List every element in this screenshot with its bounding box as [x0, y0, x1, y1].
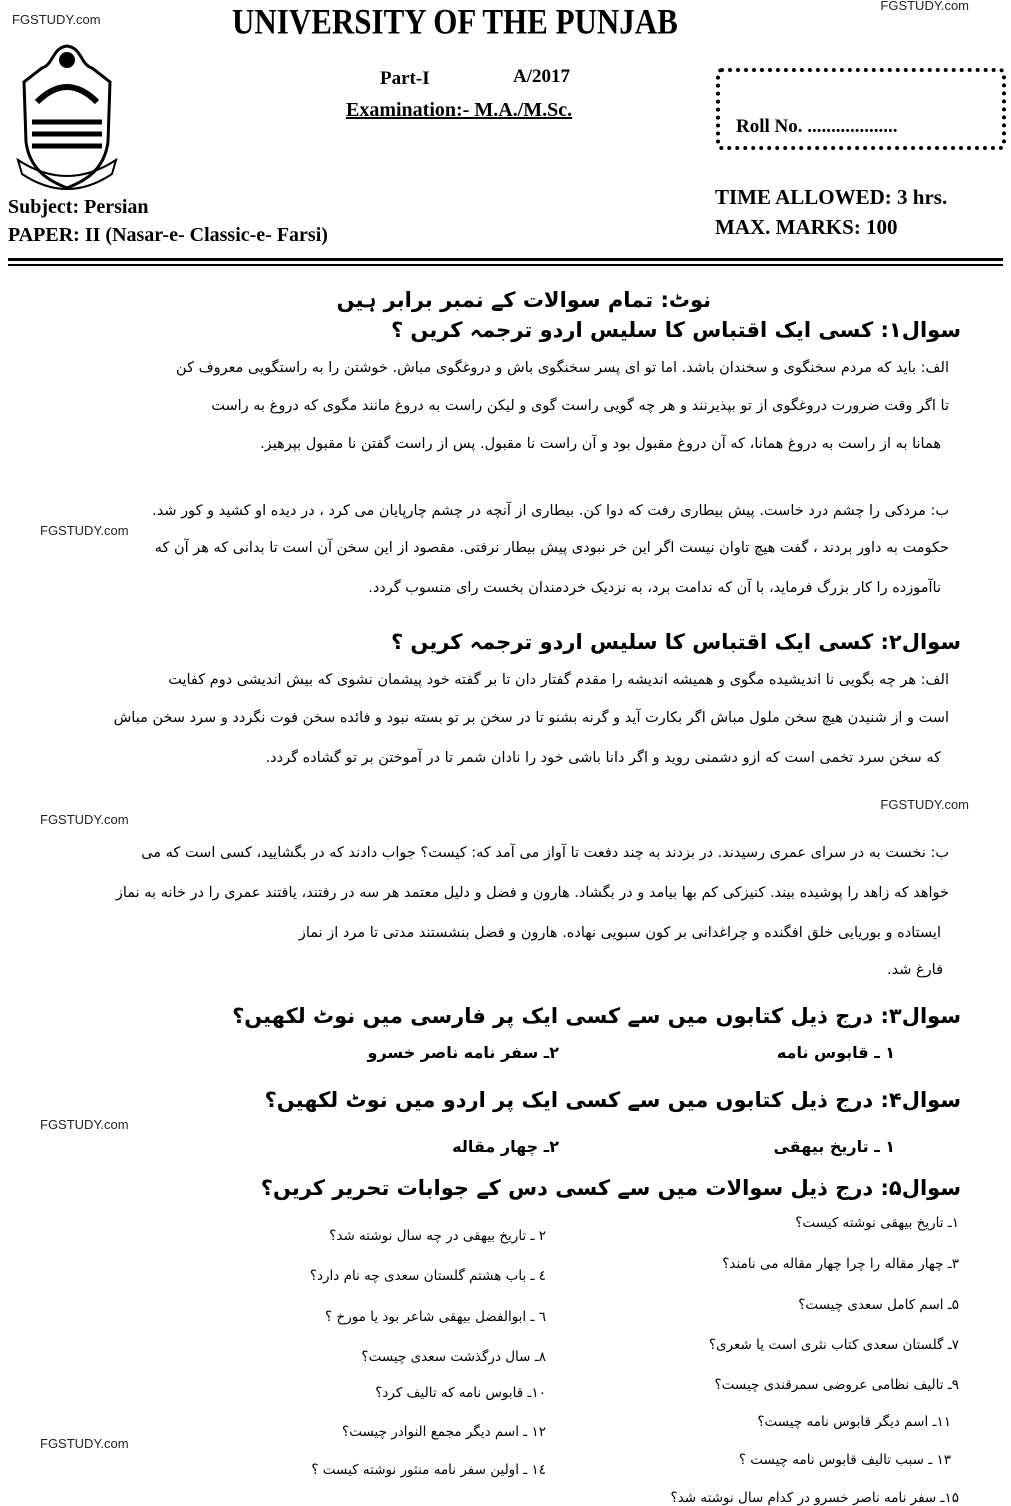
university-crest-logo — [12, 42, 122, 192]
divider — [8, 264, 1003, 266]
subject: Subject: Persian — [8, 196, 149, 218]
question-2-heading: سوال۲: کسی ایک اقتباس کا سلیس اردو ترجمہ کریں ؟ — [390, 630, 961, 654]
part: Part-I — [380, 68, 430, 89]
q5-item: ۱۲ ـ اسم دیگر مجمع النوادر چیست؟ — [342, 1424, 546, 1440]
q1-a-line: همانا به از راست به دروغ همانا، که آن دروغ مقبول بود و آن راست نا مقبول. پس از راست گفتن نا مقبول بپرهیز. — [260, 436, 941, 452]
watermark: FGSTUDY.com — [40, 1117, 129, 1132]
watermark: FGSTUDY.com — [12, 12, 101, 27]
q2-a-line: که سخن سرد تخمی است که ازو دشمنی روید و اگر دانا باشی خود را نادان شمر تا در آموختن بر تو گشاده گردد. — [265, 750, 941, 766]
q1-a-line: تا اگر وقت ضرورت دروغگوی از تو بپذیرنند و هر چه گویی راست گوی و لیکن راست به دروغ مانند مگوی که دروغ به راست — [211, 398, 949, 414]
q1-b-line: ناآموزده را کار بزرگ فرماید، با آن که ندامت برد، به نزدیک خردمندان بخست رای منسوب گردد. — [368, 580, 941, 596]
watermark: FGSTUDY.com — [40, 523, 129, 538]
examination: Examination:- M.A./M.Sc. — [346, 99, 573, 121]
q5-item: ۲ ـ تاریخ بیهقی در چه سال نوشته شد؟ — [329, 1228, 546, 1244]
q5-item: ۱ـ تاریخ بیهقی نوشته کیست؟ — [795, 1215, 959, 1231]
q1-b-line: حکومت به داور بردند ، گفت هیچ تاوان نیست اگر این خر نبودی پیش بیطار نرفتی. مقصود از این سخن آن است تا بدانی که هر آن که — [154, 540, 949, 556]
note: نوٹ: تمام سوالات کے نمبر برابر ہیں — [336, 288, 711, 312]
q1-b-line: ب: مردکی را چشم درد خاست. پیش بیطاری رفت که دوا کن. بیطاری از آنچه در چشم چارپایان می کرد ، در دیده او کشید و کور شد. — [152, 503, 949, 519]
q4-item: ۱ ـ تاریخ بیهقی — [773, 1137, 895, 1156]
watermark: FGSTUDY.com — [40, 812, 129, 827]
watermark: FGSTUDY.com — [40, 1436, 129, 1451]
q5-item: ۸ـ سال درگذشت سعدی چیست؟ — [361, 1349, 546, 1365]
question-5-heading: سوال۵: درج ذیل سوالات میں سے کسی دس کے جوابات تحریر کریں؟ — [260, 1176, 961, 1200]
q5-item: ۷ـ گلستان سعدی کتاب نثری است یا شعری؟ — [708, 1337, 959, 1353]
q4-item: ۲ـ چهار مقاله — [452, 1137, 559, 1156]
question-1-heading: سوال۱: کسی ایک اقتباس کا سلیس اردو ترجمہ کریں ؟ — [390, 318, 961, 342]
divider — [8, 258, 1003, 261]
time-allowed: TIME ALLOWED: 3 hrs. — [715, 185, 948, 209]
q3-item: ۲ـ سفر نامه ناصر خسرو — [367, 1043, 559, 1062]
q2-b-line: فارغ شد. — [887, 962, 943, 978]
q2-b-line: ب: نخست به در سرای عمری رسیدند. در بزدند به چند دفعت تا آواز می آمد که: کیست؟ جواب دادند که در بگشایید، کسی است که می — [141, 845, 949, 861]
university-title: UNIVERSITY OF THE PUNJAB — [232, 1, 678, 42]
q2-b-line: ایستاده و بوریایی خلق افگنده و چراغدانی بر کون سبویی نهاده. هارون و فضل بنشستند مدتی تا مرد از نماز — [298, 925, 941, 941]
q1-a-line: الف: باید که مردم سخنگوی و سخندان باشد. اما تو ای پسر سخنگوی باش و دروغگوی مباش. خوشتن را به راستگویی معروف کن — [176, 360, 949, 376]
q3-item: ۱ ـ قابوس نامه — [776, 1043, 895, 1062]
watermark: FGSTUDY.com — [880, 0, 969, 13]
roll-number-label: Roll No. ................... — [736, 116, 898, 137]
question-4-heading: سوال۴: درج ذیل کتابوں میں سے کسی ایک پر اردو میں نوٹ لکھیں؟ — [264, 1088, 961, 1112]
q5-item: ۱۳ ـ سبب تالیف قابوس نامه چیست ؟ — [738, 1452, 951, 1468]
max-marks: MAX. MARKS: 100 — [715, 215, 898, 239]
q5-item: ۵ـ اسم کامل سعدی چیست؟ — [798, 1297, 959, 1313]
paper: PAPER: II (Nasar-e- Classic-e- Farsi) — [8, 224, 328, 246]
q5-item: ٤ ـ باب هشتم گلستان سعدی چه نام دارد؟ — [309, 1268, 546, 1284]
q5-item: ۱٤ ـ اولین سفر نامه منثور نوشته کیست ؟ — [311, 1462, 546, 1478]
q5-item: ۹ـ تالیف نظامی عروضی سمرقندی چیست؟ — [714, 1377, 959, 1393]
question-3-heading: سوال۳: درج ذیل کتابوں میں سے کسی ایک پر فارسی میں نوٹ لکھیں؟ — [232, 1004, 961, 1028]
q5-item: ۱۱ـ اسم دیگر قابوس نامه چیست؟ — [757, 1414, 951, 1430]
q5-item: ۱۵ـ سفر نامه ناصر خسرو در کدام سال نوشته شد؟ — [670, 1490, 959, 1506]
watermark: FGSTUDY.com — [880, 797, 969, 812]
session: A/2017 — [513, 66, 570, 87]
q2-a-line: الف: هر چه بگویی نا اندیشیده مگوی و همیشه اندیشه را مقدم گفتار دان تا بر گفته خود پیشمان نشوی که بیش اندیشی دوم کفایت — [168, 672, 949, 688]
roll-number-box[interactable] — [716, 68, 1006, 150]
q5-item: ۱۰ـ قابوس نامه که تالیف کرد؟ — [375, 1385, 546, 1401]
q2-a-line: است و از شنیدن هیچ سخن ملول مباش اگر بکارت آید و گرنه بشنو تا در سخن بر تو بسته نبود و فائده سخن فوت نگردد و سرد سخن مباش — [113, 710, 949, 726]
q5-item: ٦ ـ ابوالفضل بیهقی شاعر بود یا مورخ ؟ — [325, 1309, 546, 1325]
q2-b-line: خواهد که زاهد را پوشیده بیند. کنیزکی کم بها بیامد و در بگشاد. هارون و فضل و دلیل معتمد هر سه در رفتند، یافتند عمری را در خانه به نماز — [115, 885, 949, 901]
q5-item: ۳ـ چهار مقاله را چرا چهار مقاله می نامند؟ — [722, 1256, 959, 1272]
